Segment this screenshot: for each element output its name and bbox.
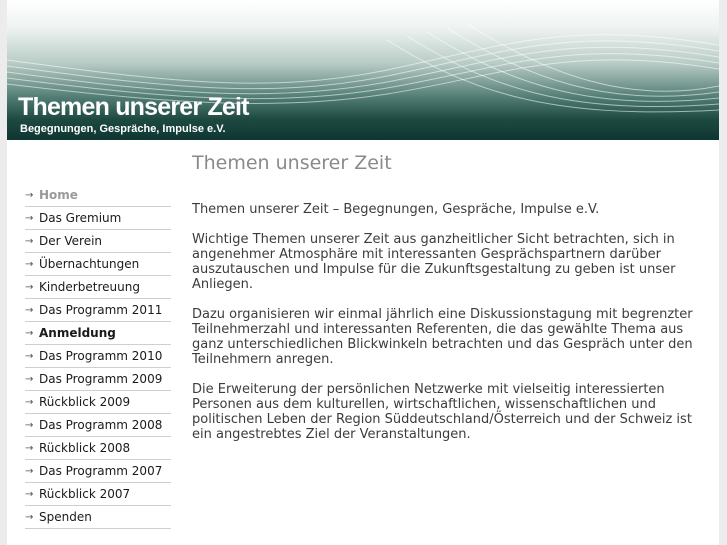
sidebar-nav <box>25 184 171 529</box>
nav-item-label: Rückblick 2008 <box>39 441 131 455</box>
nav-item-label: Spenden <box>39 510 92 524</box>
arrow-right-icon: → <box>25 235 34 247</box>
nav-item-programm-2008[interactable] <box>25 414 171 437</box>
content-paragraph: Themen unserer Zeit – Begegnungen, Gespräche, Impulse e.V. <box>192 202 600 217</box>
content-paragraph: Wichtige Themen unserer Zeit aus ganzheitlicher Sicht betrachten, sich in angenehmer Atmosphäre mit interessanten Gesprächspartnern darüber auszutauschen und Impulse für die Zukunftsgestaltung zu geben ist unser Anliegen. <box>192 232 676 292</box>
nav-item-spenden[interactable] <box>25 506 171 529</box>
nav-item-label: Der Verein <box>39 234 103 248</box>
nav-item-programm-2007[interactable] <box>25 460 171 483</box>
content-paragraph: Dazu organisieren wir einmal jährlich eine Diskussionstagung mit begrenzter Teilnehmerzahl und interessanten Referenten, die das gewählte Thema aus ganz unterschiedlichen Blickwinkeln betrachten und das Gespräch unter den Teilnehmern anregen. <box>192 307 693 367</box>
nav-item-das-gremium[interactable] <box>25 207 171 230</box>
arrow-right-icon: → <box>25 488 34 500</box>
arrow-right-icon: → <box>25 327 34 339</box>
nav-item-label: Das Gremium <box>39 211 122 225</box>
arrow-right-icon: → <box>25 442 34 454</box>
nav-item-programm-2009[interactable] <box>25 368 171 391</box>
arrow-right-icon: → <box>25 281 34 293</box>
header-banner <box>7 0 719 140</box>
nav-item-programm-2010[interactable] <box>25 345 171 368</box>
site-title: Themen unserer Zeit <box>18 93 249 121</box>
nav-item-anmeldung[interactable] <box>25 322 171 345</box>
nav-item-label: Anmeldung <box>39 326 116 340</box>
nav-item-label: Home <box>39 188 78 202</box>
nav-item-uebernachtungen[interactable] <box>25 253 171 276</box>
nav-item-label: Das Programm 2010 <box>39 349 163 363</box>
nav-item-home[interactable] <box>25 184 171 207</box>
nav-item-rueckblick-2008[interactable] <box>25 437 171 460</box>
nav-item-label: Rückblick 2007 <box>39 487 131 501</box>
arrow-right-icon: → <box>25 212 34 224</box>
page-title: Themen unserer Zeit <box>192 152 392 174</box>
nav-item-rueckblick-2007[interactable] <box>25 483 171 506</box>
nav-item-label: Rückblick 2009 <box>39 395 131 409</box>
arrow-right-icon: → <box>25 465 34 477</box>
arrow-right-icon: → <box>25 189 34 201</box>
arrow-right-icon: → <box>25 350 34 362</box>
arrow-right-icon: → <box>25 304 34 316</box>
page <box>7 0 719 545</box>
nav-item-rueckblick-2009[interactable] <box>25 391 171 414</box>
nav-item-label: Übernachtungen <box>39 257 140 271</box>
arrow-right-icon: → <box>25 396 34 408</box>
nav-item-programm-2011[interactable] <box>25 299 171 322</box>
main-content <box>192 150 707 457</box>
nav-item-label: Das Programm 2009 <box>39 372 163 386</box>
arrow-right-icon: → <box>25 511 34 523</box>
site-subtitle: Begegnungen, Gespräche, Impulse e.V. <box>20 123 226 135</box>
arrow-right-icon: → <box>25 258 34 270</box>
nav-item-label: Das Programm 2007 <box>39 464 163 478</box>
nav-item-label: Das Programm 2011 <box>39 303 163 317</box>
nav-item-kinderbetreuung[interactable] <box>25 276 171 299</box>
nav-item-label: Das Programm 2008 <box>39 418 163 432</box>
content-paragraph: Die Erweiterung der persönlichen Netzwerke mit vielseitig interessierten Personen aus dem kulturellen, wirtschaftlichen, wissenschaftlichen und politischen Leben der Region Süddeutschland/Österreich und der Schweiz ist ein angestrebtes Ziel der Veranstaltungen. <box>192 382 692 442</box>
arrow-right-icon: → <box>25 373 34 385</box>
arrow-right-icon: → <box>25 419 34 431</box>
nav-item-der-verein[interactable] <box>25 230 171 253</box>
nav-item-label: Kinderbetreuung <box>39 280 140 294</box>
